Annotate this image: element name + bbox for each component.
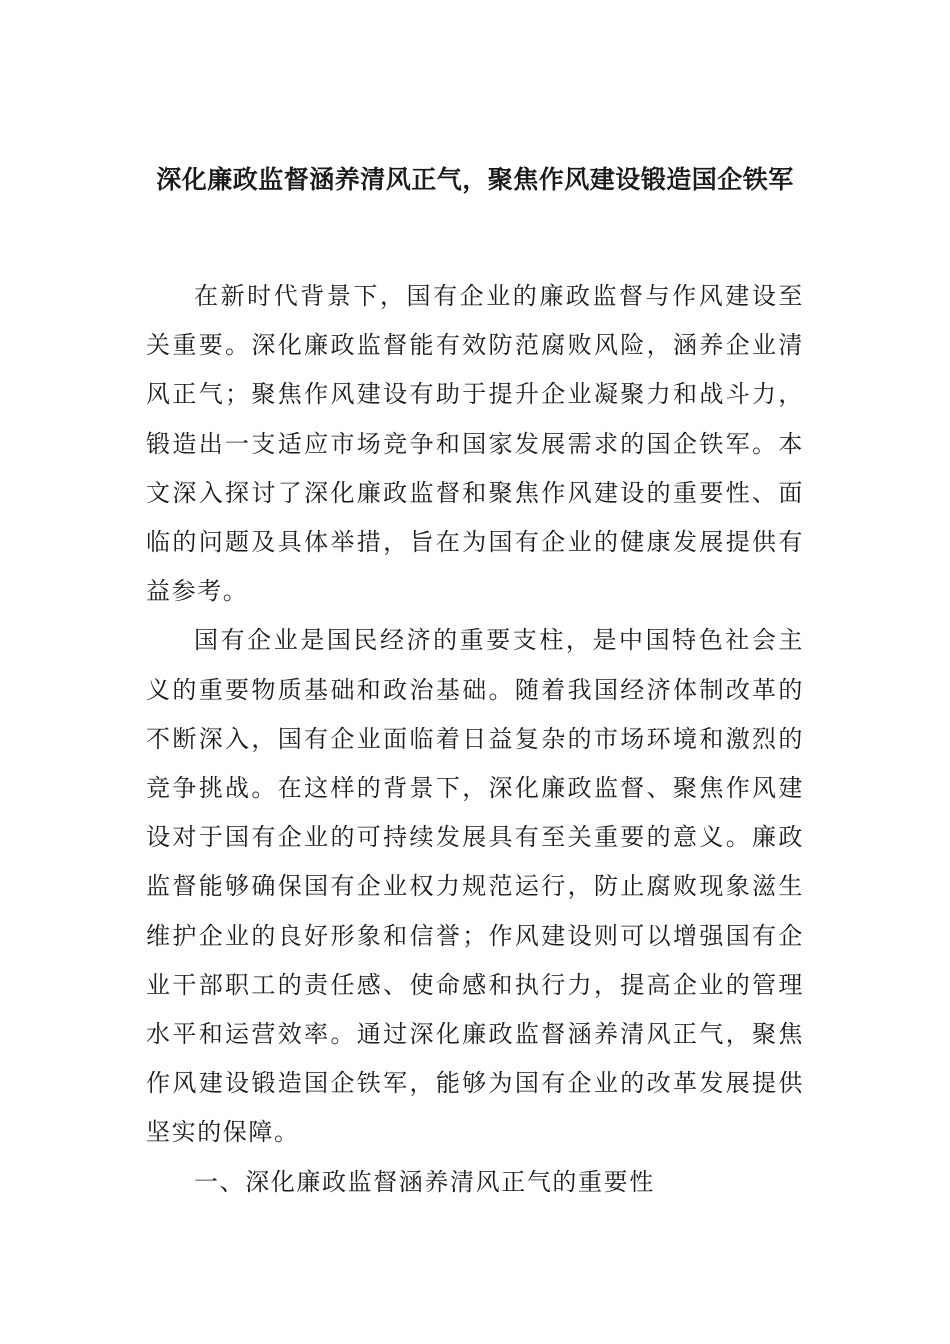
paragraph-intro: 在新时代背景下，国有企业的廉政监督与作风建设至关重要。深化廉政监督能有效防范腐败风险，涵养企业清风正气；聚焦作风建设有助于提升企业凝聚力和战斗力，锻造出一支适应市场竞争和国家发展需求的国企铁军。本文深入探讨了深化廉政监督和聚焦作风建设的重要性、面临的问题及具体举措，旨在为国有企业的健康发展提供有益参考。 [146, 282, 804, 606]
section-heading: 一、深化廉政监督涵养清风正气的重要性 [194, 1167, 655, 1196]
paragraph-background: 国有企业是国民经济的重要支柱，是中国特色社会主义的重要物质基础和政治基础。随着我国经济体制改革的不断深入，国有企业面临着日益复杂的市场环境和激烈的竞争挑战。在这样的背景下，深化廉政监督、聚焦作风建设对于国有企业的可持续发展具有至关重要的意义。廉政监督能够确保国有企业权力规范运行，防止腐败现象滋生维护企业的良好形象和信誉；作风建设则可以增强国有企业干部职工的责任感、使命感和执行力，提高企业的管理水平和运营效率。通过深化廉政监督涵养清风正气，聚焦作风建设锻造国企铁军，能够为国有企业的改革发展提供坚实的保障。 [146, 626, 804, 1147]
document-title: 深化廉政监督涵养清风正气，聚焦作风建设锻造国企铁军 [156, 165, 794, 194]
document-body [146, 272, 804, 1207]
